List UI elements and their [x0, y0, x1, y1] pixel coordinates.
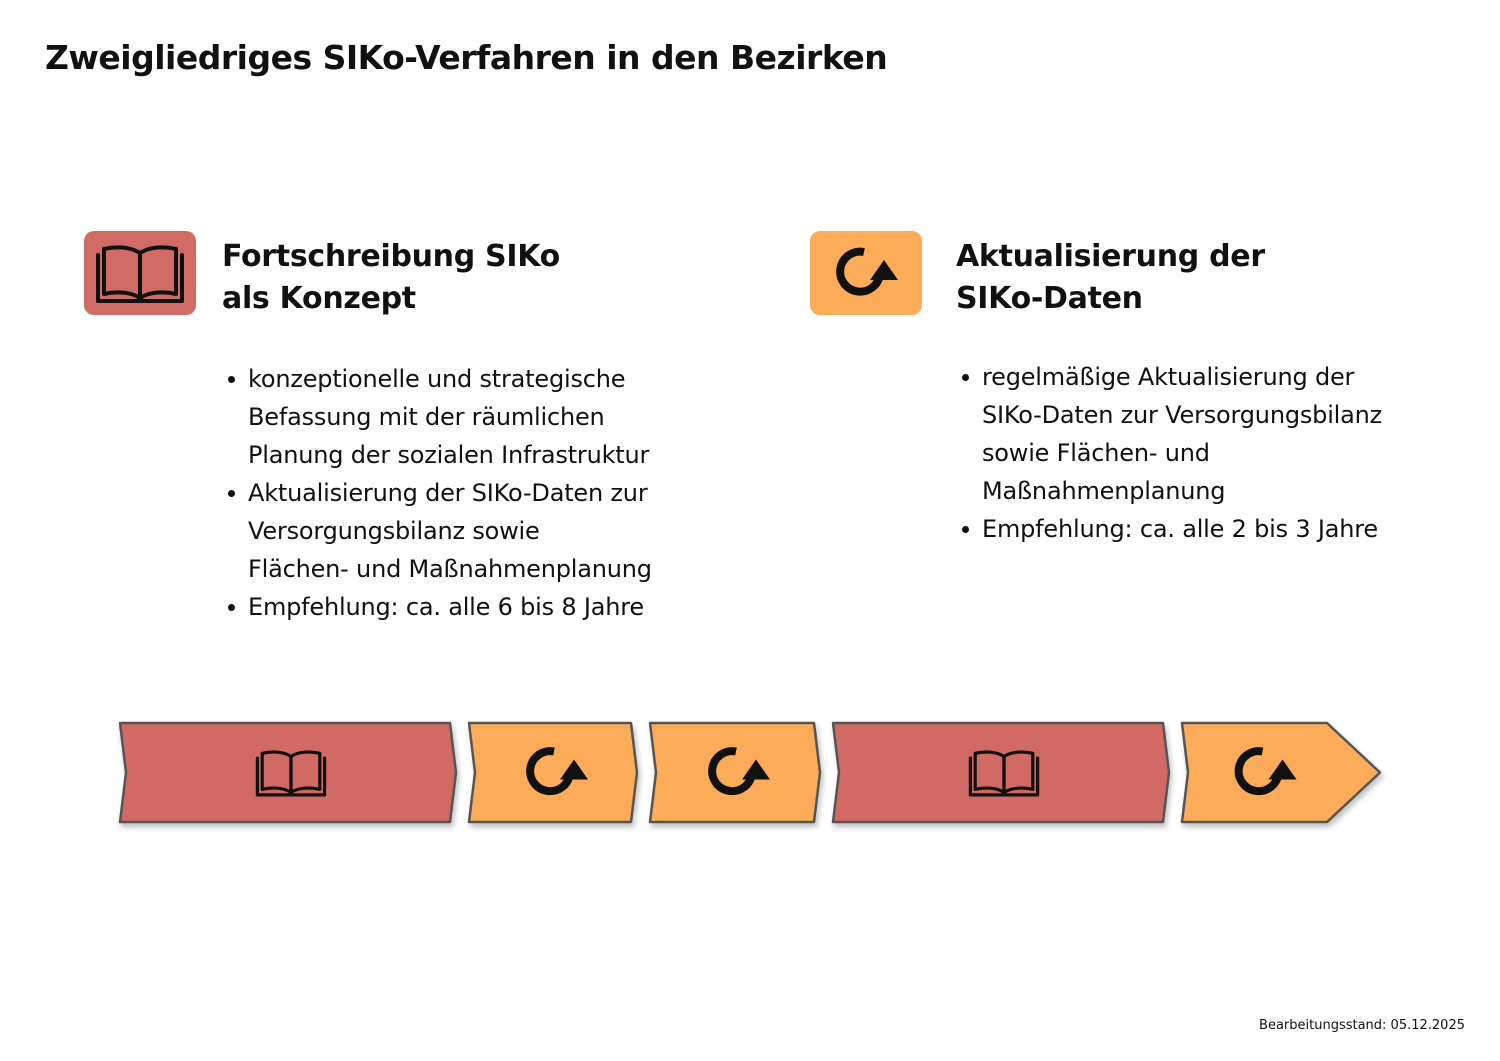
heading-line: Fortschreibung SIKo — [222, 239, 560, 274]
list-item-line: Flächen- und Maßnahmenplanung — [248, 555, 652, 583]
timeline-segment-daten — [650, 723, 820, 822]
book-icon — [95, 241, 185, 305]
list-item-line: sowie Flächen- und — [982, 439, 1210, 467]
list-item-line: Empfehlung: ca. alle 2 bis 3 Jahre — [982, 515, 1378, 543]
list-item-line: konzeptionelle und strategische — [248, 365, 626, 393]
list-item-line: regelmäßige Aktualisierung der — [982, 363, 1355, 391]
list-item — [960, 510, 1382, 548]
bearbeitungsstand: Bearbeitungsstand: 05.12.2025 — [1259, 1018, 1465, 1033]
list-item-line: SIKo-Daten zur Versorgungsbilanz — [982, 401, 1383, 429]
page-title: Zweigliedriges SIKo-Verfahren in den Bezirken — [45, 38, 888, 77]
list-item — [960, 358, 1382, 510]
heading-line: SIKo-Daten — [956, 281, 1143, 316]
list-item — [226, 588, 652, 626]
timeline-segment-konzept — [120, 723, 456, 822]
timeline-segment-daten — [469, 723, 637, 822]
konzept-badge — [84, 231, 196, 315]
list-item-line: Empfehlung: ca. alle 6 bis 8 Jahre — [248, 593, 644, 621]
bullet-list-daten — [960, 358, 1382, 548]
list-item-line: Aktualisierung der SIKo-Daten zur — [248, 479, 648, 507]
heading-line: Aktualisierung der — [956, 239, 1265, 274]
timeline-segment-konzept — [833, 723, 1169, 822]
timeline — [0, 700, 1500, 850]
list-item — [226, 474, 652, 588]
heading-line: als Konzept — [222, 281, 416, 316]
list-item-line: Versorgungsbilanz sowie — [248, 517, 540, 545]
list-item-line: Planung der sozialen Infrastruktur — [248, 441, 650, 469]
list-item-line: Maßnahmenplanung — [982, 477, 1226, 505]
bullet-list-konzept — [226, 360, 652, 626]
section-heading-konzept — [222, 236, 560, 320]
list-item — [226, 360, 652, 474]
refresh-arrow-icon — [826, 238, 906, 308]
list-item-line: Befassung mit der räumlichen — [248, 403, 605, 431]
section-heading-daten — [956, 236, 1265, 320]
daten-badge — [810, 231, 922, 315]
